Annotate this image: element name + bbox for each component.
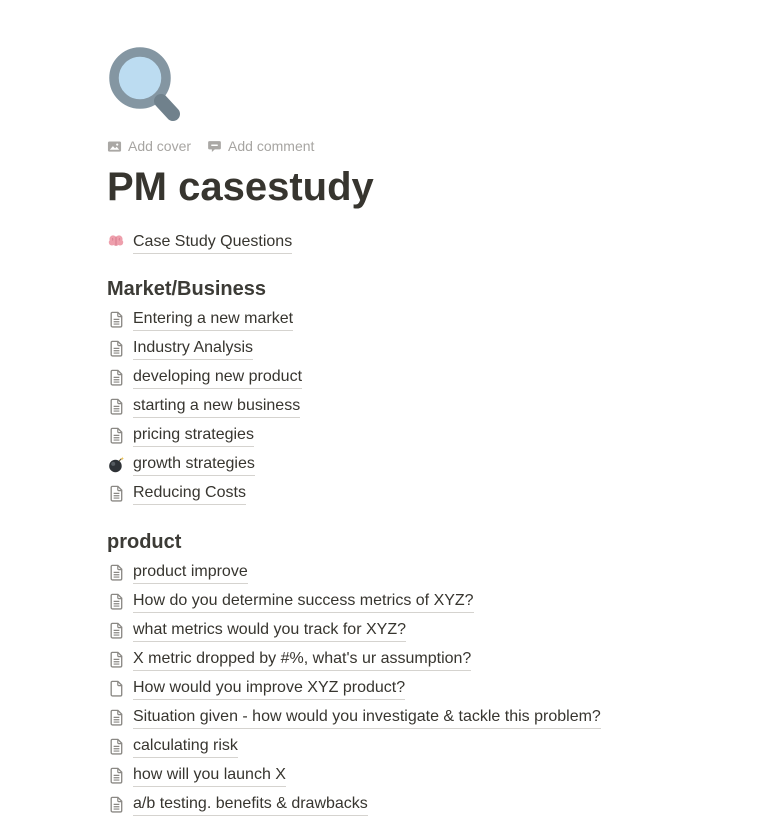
page-link[interactable] bbox=[107, 587, 690, 616]
add-comment-button[interactable] bbox=[207, 138, 314, 154]
page-link[interactable] bbox=[107, 334, 690, 363]
page-link[interactable] bbox=[107, 616, 690, 645]
page-link-label: product improve bbox=[133, 562, 248, 584]
page-link[interactable] bbox=[107, 761, 690, 790]
page-body bbox=[107, 276, 690, 819]
page-lines-icon bbox=[107, 796, 126, 814]
page-link-label: growth strategies bbox=[133, 454, 255, 476]
page-link[interactable] bbox=[107, 305, 690, 334]
page-link[interactable] bbox=[107, 674, 690, 703]
section-heading: product bbox=[107, 531, 182, 553]
page-lines-icon bbox=[107, 651, 126, 669]
page-link-label: what metrics would you track for XYZ? bbox=[133, 620, 406, 642]
page-lines-icon bbox=[107, 593, 126, 611]
add-cover-label: Add cover bbox=[128, 138, 192, 154]
page-link-label: How would you improve XYZ product? bbox=[133, 678, 405, 700]
page-lines-icon bbox=[107, 311, 126, 329]
page-link[interactable] bbox=[107, 732, 690, 761]
page-title: PM casestudy bbox=[107, 165, 374, 209]
page-link-label: X metric dropped by #%, what's ur assumption? bbox=[133, 649, 471, 671]
page-blank-icon bbox=[107, 680, 126, 698]
page-link-label: a/b testing. benefits & drawbacks bbox=[133, 794, 368, 816]
image-icon bbox=[107, 139, 122, 154]
page-link[interactable] bbox=[107, 558, 690, 587]
magnifying-glass-emoji[interactable] bbox=[107, 45, 187, 129]
page-lines-icon bbox=[107, 369, 126, 387]
page-link-label: developing new product bbox=[133, 367, 302, 389]
page-link[interactable] bbox=[107, 790, 690, 819]
page-link[interactable] bbox=[107, 421, 690, 450]
page-link-label: Entering a new market bbox=[133, 309, 293, 331]
page-link-label: pricing strategies bbox=[133, 425, 254, 447]
page-link-label: Industry Analysis bbox=[133, 338, 253, 360]
page-link[interactable] bbox=[107, 479, 690, 508]
bomb-icon bbox=[107, 456, 126, 474]
page-link[interactable] bbox=[107, 703, 690, 732]
page-link-label: Reducing Costs bbox=[133, 483, 246, 505]
page-lines-icon bbox=[107, 564, 126, 582]
page-link[interactable] bbox=[107, 645, 690, 674]
page-link[interactable] bbox=[107, 363, 690, 392]
page-link[interactable] bbox=[107, 450, 690, 479]
page-link-label: starting a new business bbox=[133, 396, 300, 418]
page-lines-icon bbox=[107, 485, 126, 503]
section-heading: Market/Business bbox=[107, 278, 266, 300]
brain-emoji bbox=[107, 232, 125, 255]
page-link-label: calculating risk bbox=[133, 736, 238, 758]
page-link-label: How do you determine success metrics of XYZ? bbox=[133, 591, 474, 613]
page-link[interactable] bbox=[107, 392, 690, 421]
page-lines-icon bbox=[107, 340, 126, 358]
page-link-label: Case Study Questions bbox=[133, 233, 292, 254]
page-lines-icon bbox=[107, 427, 126, 445]
page-lines-icon bbox=[107, 709, 126, 727]
page-lines-icon bbox=[107, 398, 126, 416]
add-cover-button[interactable] bbox=[107, 138, 191, 154]
page-controls bbox=[107, 137, 690, 155]
page-link-label: Situation given - how would you investigate & tackle this problem? bbox=[133, 707, 601, 729]
comment-icon bbox=[207, 139, 222, 154]
page-lines-icon bbox=[107, 767, 126, 785]
add-comment-label: Add comment bbox=[228, 138, 315, 154]
page-lines-icon bbox=[107, 738, 126, 756]
page-lines-icon bbox=[107, 622, 126, 640]
page-link-case-study-questions[interactable] bbox=[107, 231, 690, 255]
page-link-label: how will you launch X bbox=[133, 765, 286, 787]
